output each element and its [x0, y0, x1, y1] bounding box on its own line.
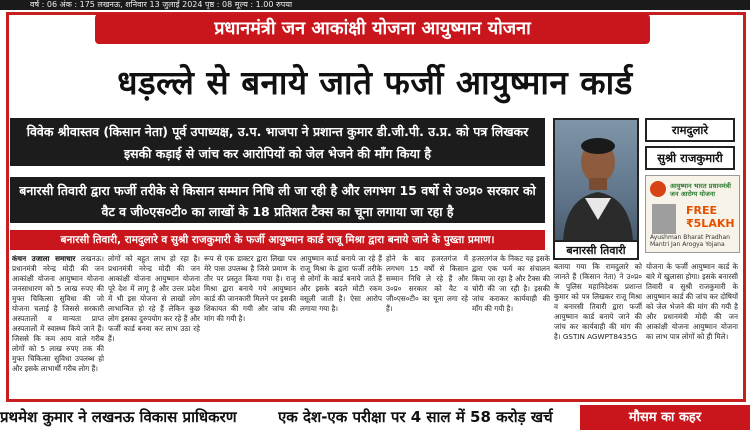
card-photo [652, 204, 676, 234]
photo-caption: बनारसी तिवारी [555, 240, 637, 258]
person-silhouette-icon [555, 120, 639, 242]
article-column-7: बताया गया कि रामदुलारे को जानते हैं (किसान नेता) ने उ०प्र० के पुलिस महानिदेशक प्रशान्त कुमार को पत्र लिखकर राजू मिश्रा व बनारसी तिवारी द्वारा फर्जी आयुष्मान कार्ड बनाये जाने की जांच कर कार्यवाही की मांग की है। GSTIN AGWPT8435G [554, 262, 642, 341]
article-column-3: रूप से एक डाक्टर द्वारा लिखा पत्र मेरे पास उपलब्ध है जिसे प्रमाण के तौर पर प्रस्तुत किया गया है। राजू मिश्रा द्वारा बनाये गये आयुष्मान कार्ड की जानकारी मिलने पर इसकी शिकायत की गयी और जांच की मांग की गयी है। [204, 254, 296, 323]
article-column-1 [12, 254, 104, 402]
masthead-strip-text: वर्ष : 06 अंक : 175 लखनऊ, शनिवार 13 जुलाई 2024 पृष्ठ : 08 मूल्य : 1.00 रुपया [30, 0, 293, 9]
column-1-text: लखनऊ। प्रधानमंत्री नरेन्द्र मोदी की जन आकांक्षी योजना आयुष्मान योजना जनसाधारण को 5 लाख रुपए की मुफ्त चिकित्सा सुविधा की जो योजना चलाई है जिससे सरकारी अस्पतालों व मान्यता प्राप्त अस्पतालों में स्वास्थ्य किये जाने हैं। जिससे कि कम आय वाले गरीब लोगों को 5 लाख रुपए तक की मुफ्त चिकित्सा सुविधा उपलब्ध हो और इसके लाभार्थी गरीब लोग हैं। [12, 254, 104, 373]
deck-2: बनारसी तिवारी द्वारा फर्जी तरीके से किसान सम्मान निधि ली जा रही है और लगभग 15 वर्षो से उ०प्र० सरकार को वैट व जी०एस०टी० का लाखों के 18 प्रतिशत टैक्स का चूना लगाया जा रहा है [10, 177, 545, 223]
article-column-6: हजरतगंज के निकट यह इसके द्वारा एक फर्म का संचालन किया जा रहा है और टैक्स की चोरी की जा रही है। इसकी जांच कराकर कार्यवाही की माँग की गयी है। [472, 254, 550, 313]
card-title: आयुष्मान भारत प्रधानमंत्री जन आरोग्य योजना [670, 182, 731, 198]
bottom-headline-1: प्रथमेश कुमार ने लखनऊ विकास प्राधिकरण [0, 408, 237, 426]
bottom-headline-weather: मौसम का कहर [580, 405, 750, 430]
portrait-photo [553, 118, 639, 260]
emblem-icon [650, 181, 666, 197]
article-column-2: लोगों को बहुत लाभ हो रहा है। प्रधानमंत्री नरेन्द्र मोदी की जन आकांक्षी योजना आयुष्मान योजना पूरे देश में लागू है और उत्तर प्रदेश में भी इस योजना से लाखों लोग लाभान्वित हो रहे हैं लेकिन कुछ लोग इसका दुरुपयोग कर रहे हैं और फर्जी कार्ड बनवा कर लाभ उठा रहे हैं। [108, 254, 200, 343]
scheme-banner: प्रधानमंत्री जन आकांक्षी योजना आयुष्मान योजना [95, 14, 650, 44]
deck-1: विवेक श्रीवास्तव (किसान नेता) पूर्व उपाध्यक्ष, उ.प. भाजपा ने प्रशान्त कुमार डी.जी.पी. उ.प्र. को पत्र लिखकर इसकी कड़ाई से जांच कर आरोपियों को जेल भेजने की माँग किया है [10, 118, 545, 166]
byline: कंचन उजाला समाचार [12, 254, 76, 263]
ayushman-card-image [645, 175, 740, 253]
article-column-5: होने के बाद हजरतगंज में लगभग 15 वर्षों से किसान सम्मान निधि ले रहे हैं और उ०प्र० सरकार को वैट व जी०एस०टी० का चूना लगा रहे हैं। [386, 254, 468, 313]
name-label-ramdulare: रामदुलारे [645, 118, 735, 142]
evidence-bar: बनारसी तिवारी, रामदुलारे व सुश्री राजकुमारी के फर्जी आयुष्मान कार्ड राजू मिश्रा द्वारा बनाये जाने के पुख्ता प्रमाण। [10, 230, 545, 250]
card-footer: Ayushman Bharat Pradhan Mantri Jan Arogya Yojana [650, 234, 730, 248]
bottom-headline-2: एक देश-एक परीक्षा पर 4 साल में 58 करोड़ खर्च [278, 408, 553, 426]
masthead-strip [0, 0, 750, 10]
headline: धड़ल्ले से बनाये जाते फर्जी आयुष्मान कार्ड [117, 63, 633, 102]
card-free-label: FREE ₹5LAKH [686, 204, 735, 230]
article-column-8: योजना के फर्जी आयुष्मान कार्ड के बारे में खुलासा होगा। इसके बनारसी तिवारी व सुश्री राजकुमारी के आयुष्मान कार्ड की जांच कर दोषियों को जेल भेजने की मांग की गयी है और प्रधानमंत्री मोदी की जन आकांक्षी योजना आयुष्मान योजना का लाभ पात्र लोगों को ही मिले। [646, 262, 738, 341]
name-label-rajkumari: सुश्री राजकुमारी [645, 146, 735, 170]
article-column-4: आयुष्मान कार्ड बनाये जा रहे हैं राजू मिश्रा के द्वारा फर्जी तरीके से लोगों के कार्ड बनाये जाते हैं और इसके बदले मोटी रकम वसूली जाती है। ऐसा आरोप लगाया गया है। [300, 254, 382, 313]
